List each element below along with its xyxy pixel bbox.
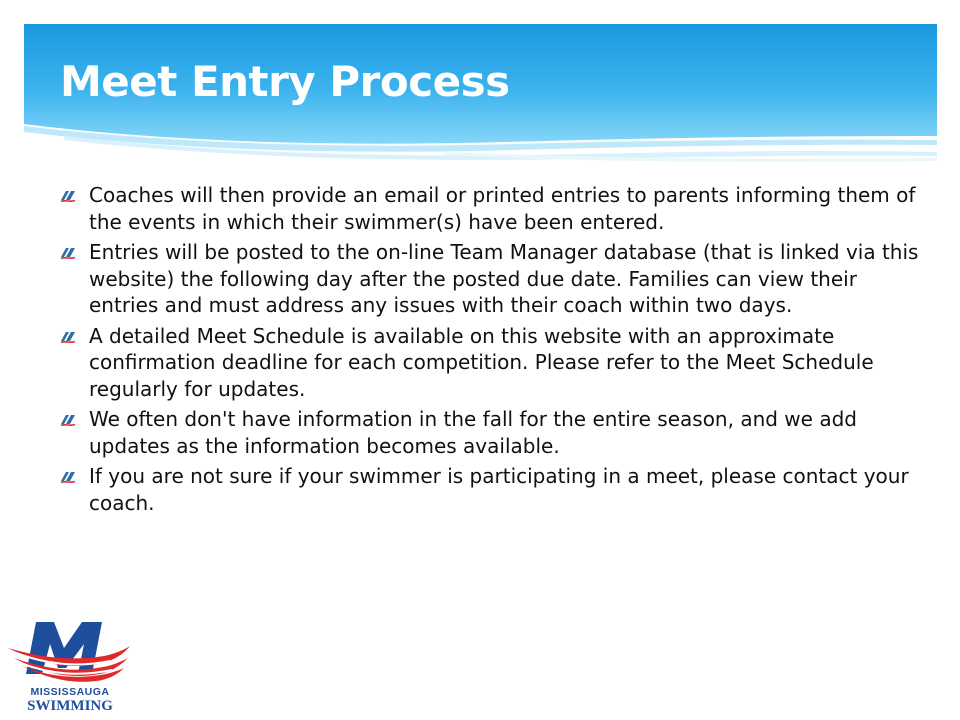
slide-content [60, 182, 920, 520]
mississauga-swimming-logo [6, 618, 134, 712]
bullet-item [60, 323, 920, 403]
wave-bullet-icon [60, 331, 76, 344]
bullet-list [60, 182, 920, 516]
slide-title: Meet Entry Process [60, 57, 510, 106]
logo-line1: MISSISSAUGA [30, 686, 110, 698]
wave-bullet-icon [60, 247, 76, 260]
wave-bullet-icon [60, 414, 76, 427]
logo-line2: SWIMMING [27, 698, 113, 712]
wave-bullet-icon [60, 190, 76, 203]
bullet-item [60, 239, 920, 319]
bullet-text: Coaches will then provide an email or printed entries to parents informing them of the events in which their swimmer(s) have been entered. [89, 183, 916, 234]
bullet-item [60, 463, 920, 516]
bullet-text: If you are not sure if your swimmer is participating in a meet, please contact your coach. [89, 464, 909, 515]
title-bar [24, 24, 937, 164]
wave-bullet-icon [60, 471, 76, 484]
bullet-text: A detailed Meet Schedule is available on this website with an approximate confirmation deadline for each competition. Please refer to the Meet Schedule regularly for updates. [89, 323, 874, 401]
bullet-text: Entries will be posted to the on-line Team Manager database (that is linked via this website) the following day after the posted due date. Families can view their entries and must address any issues with their coach within two days. [89, 240, 919, 317]
bullet-item [60, 182, 920, 235]
bullet-text: We often don't have information in the fall for the entire season, and we add updates as the information becomes available. [89, 407, 857, 458]
bullet-item [60, 406, 920, 459]
